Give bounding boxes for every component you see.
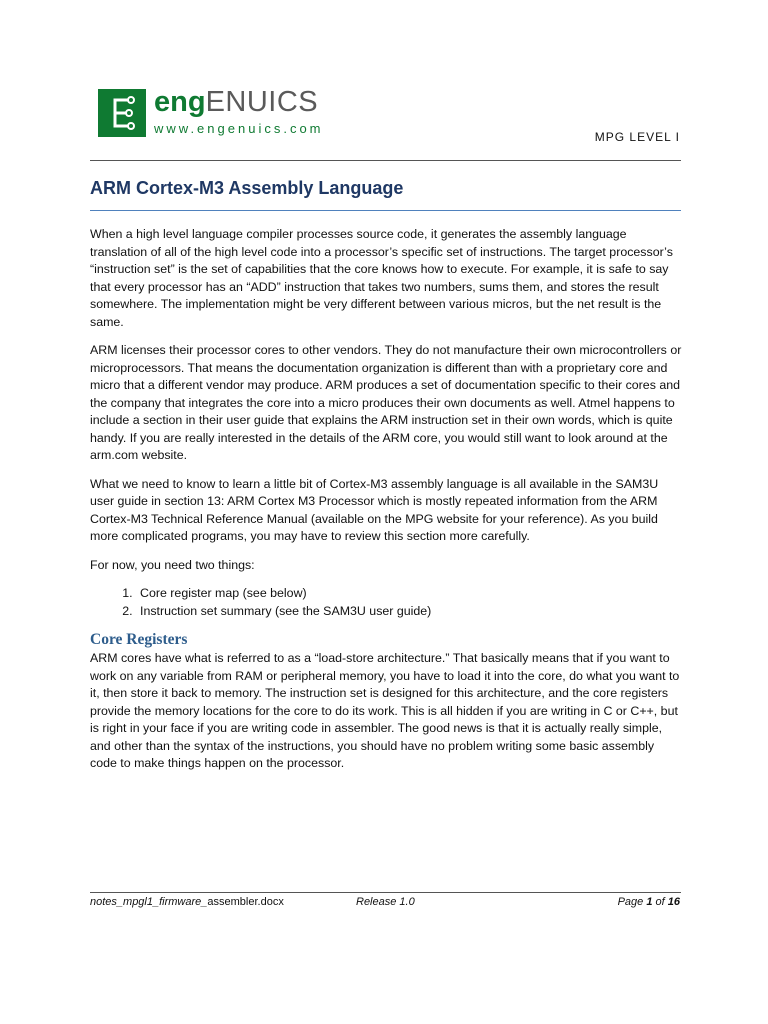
paragraph-intro: When a high level language compiler processes source code, it generates the assembly language translation of all of the high level code into a processor’s specific set of instructions. The target processor’s “instruction set” is the set of capabilities that the core knows how to execute. For example, it is safe to say that every processor has an “ADD” instruction that takes two numbers, sums them, and stores the result somewhere. The implementation might be very different between various micros, but the net result is the same. <box>90 227 673 329</box>
paragraph-licensing: ARM licenses their processor cores to other vendors. They do not manufacture their own microcontrollers or microprocessors. That means the documentation organization is different than with a proprietary core and micro that a different vendor may produce. ARM produces a set of documentation specific to their cores and the company that integrates the core into a micro produces their own documents as well. Atmel happens to include a section in their user guide that explains the ARM instruction set in their own words, which is quite handy. If you are really interested in the details of the ARM core, you would still want to look around at the arm.com website. <box>90 343 682 462</box>
header-divider <box>90 160 681 161</box>
brand-rest: ENUICS <box>205 86 319 118</box>
brand-name <box>154 86 318 118</box>
page-of: of <box>652 896 668 908</box>
document-title: ARM Cortex-M3 Assembly Language <box>90 178 404 198</box>
website-url: www.engenuics.com <box>154 121 324 136</box>
page-current: 1 <box>646 896 653 908</box>
page-prefix: Page <box>617 896 647 908</box>
footer-divider <box>90 892 681 893</box>
list-item: 1. Core register map (see below) <box>136 585 682 603</box>
footer-filename-rest: assembler.docx <box>207 896 284 908</box>
footer-page-number <box>618 896 680 908</box>
engenuics-logo-icon <box>98 89 146 137</box>
list-item: 2. Instruction set summary (see the SAM3U user guide) <box>136 603 682 621</box>
page-total: 16 <box>667 896 680 908</box>
title-underline <box>90 210 681 211</box>
paragraph-requirements: What we need to know to learn a little bit of Cortex-M3 assembly language is all available in the SAM3U user guide in section 13: ARM Cortex M3 Processor which is mostly repeated information from the ARM Cortex-M3 Technical Reference Manual (available on the MPG website for your reference). As you build more complicated programs, you may have to review this section more carefully. <box>90 476 659 543</box>
footer-release: Release 1.0 <box>356 896 415 908</box>
footer-filename-italic: notes_mpgl1_firmware_ <box>90 896 208 908</box>
section-heading: Core Registers <box>90 631 188 648</box>
footer-filename <box>90 896 284 908</box>
brand-bold: eng <box>154 86 206 118</box>
needs-list <box>90 585 682 620</box>
level-label: MPG LEVEL I <box>594 130 680 144</box>
paragraph-core-registers: ARM cores have what is referred to as a “load-store architecture.” That basically means that if you want to work on any variable from RAM or peripheral memory, you have to load it into the core, do what you want to it, then store it back to memory. The instruction set is designed for this architecture, and the core registers provide the memory locations for the core to do its work. This is all hidden if you are writing in C or C++, but is right in your face if you are writing code in assembler. The good news is that it is actually really simple, and other than the syntax of the instructions, you should have no problem writing some basic assembly code to make things happen on the processor. <box>90 651 680 770</box>
document-body <box>90 226 682 784</box>
paragraph-for-now: For now, you need two things: <box>90 557 255 572</box>
